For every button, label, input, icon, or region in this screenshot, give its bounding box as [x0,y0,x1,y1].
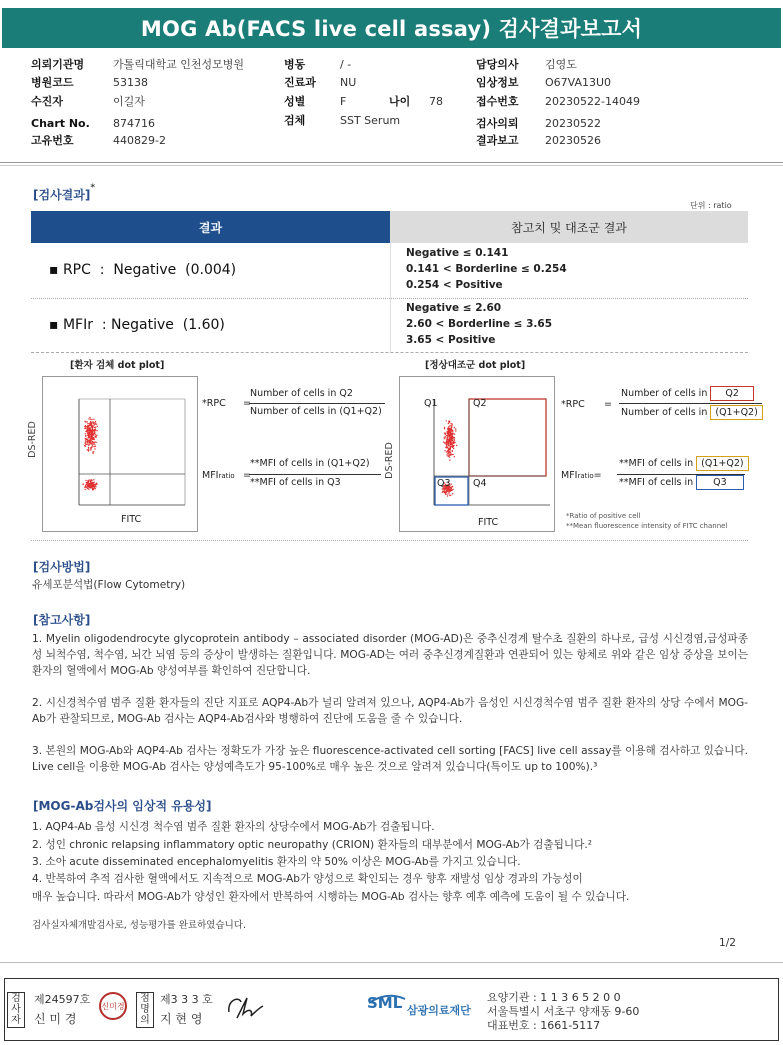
scatter-dot [93,489,94,490]
mfi-denominator: **MFI of cells in Q3 [619,477,744,488]
fraction-line [249,474,381,475]
patient-dot-plot-svg [43,377,197,531]
scatter-dot [90,480,91,481]
scatter-dot [448,423,449,424]
scatter-dot [448,456,449,457]
rpc-formula-label: *RPC [561,399,585,410]
scatter-dot [452,431,453,432]
rpc-formula-label: *RPC [202,398,226,409]
scatter-dot [92,425,93,426]
scatter-dot [450,431,451,432]
results-heading: [검사결과]* [33,183,96,202]
scatter-dot [448,433,449,434]
info-value: 이길자 [113,95,145,108]
scatter-dot [94,432,95,433]
report-title: MOG Ab(FACS live cell assay) 검사결과보고서 [2,8,781,48]
quadrant-q2-label: Q2 [473,398,487,409]
rpc-numerator: Number of cells in Q2 [621,388,754,399]
scatter-dot [93,451,94,452]
info-label: 접수번호 [476,95,519,108]
clinical-item: 매우 높습니다. 따라서 MOG-Ab가 양성인 환자에서 반복하여 시행하는 MOG-Ab 검사는 향후 예후 예측에 도움이 될 수 있습니다. [32,891,630,903]
scatter-dot [446,492,447,493]
scatter-dot [445,493,446,494]
info-value: 가톨릭대학교 인천성모병원 [113,58,245,71]
scatter-dot [90,442,91,443]
scatter-dot [90,423,91,424]
scatter-dot [92,430,93,431]
scatter-dot [455,428,456,429]
mfir-reference: Negative ≤ 2.60 2.60 < Borderline ≤ 3.65 3.65 < Positive [406,302,553,346]
scatter-dot [96,483,97,484]
row-divider [31,352,748,353]
row-divider [31,540,748,541]
patient-x-axis-label: FITC [121,514,142,525]
scatter-dot [453,448,454,449]
scatter-dot [84,428,85,429]
scatter-dot [96,424,97,425]
result-column-header: 결과 [31,211,390,243]
scatter-dot [85,480,86,481]
scatter-dot [445,434,446,435]
rpc-denominator: Number of cells in (Q1+Q2) [250,406,382,417]
scatter-dot [446,454,447,455]
scatter-dot [94,487,95,488]
info-value: 20230522 [545,117,601,130]
scatter-dot [93,434,94,435]
inspector-name: 신 미 경 [34,1012,77,1026]
scatter-dot [92,441,93,442]
info-value: O67VA13U0 [545,76,612,89]
scatter-dot [94,429,95,430]
scatter-dot [85,485,86,486]
info-label: 검체 [284,114,306,127]
quadrant-q4-label: Q4 [473,478,487,489]
scatter-dot [449,439,450,440]
scatter-dot [94,484,95,485]
scatter-dot [444,428,445,429]
physician-name: 지 현 영 [160,1012,203,1026]
info-value: / - [340,58,352,71]
scatter-dot [87,439,88,440]
physician-license: 제3 3 3 호 [160,993,213,1006]
scatter-dot [85,438,86,439]
reference-paragraph-1: 1. Myelin oligodendrocyte glycoprotein antibody – associated disorder (MOG-AD)은 중추신경계 탈수초 질환의 하나로, 급성 시신경염,급성파종성 뇌척수염, 척수염, 뇌간 뇌염 등의 증상이 발생하는 질환입니다. MOG-AD는 여러 중추신경계질환과 연관되어 있는 항체로 위와 같은 임상 증상을 보이는 환자의 혈액에서 MOG-Ab 양성여부를 확인하여 진단합니다. [32,633,748,677]
scatter-dot [452,436,453,437]
info-label: 수진자 [31,95,63,108]
scatter-dot [88,486,89,487]
scatter-dot [450,423,451,424]
info-label: 병동 [284,58,306,71]
control-x-axis-label: FITC [478,517,499,528]
institution-code: 요양기관 : 1 1 3 6 5 2 0 0 [487,991,621,1004]
scatter-dot [84,445,85,446]
footnote-mfi: **Mean fluorescence intensity of FITC channel [566,522,728,530]
scatter-dot [87,444,88,445]
scatter-dot [448,426,449,427]
scatter-dot [447,495,448,496]
scatter-dot [450,448,451,449]
scatter-dot [450,433,451,434]
scatter-dot [95,446,96,447]
scatter-dot [87,449,88,450]
scatter-dot [452,454,453,455]
scatter-dot [448,492,449,493]
info-label: Chart No. [31,117,90,130]
reference-paragraph-2: 2. 시신경척수염 범주 질환 환자들의 진단 지표로 AQP4-Ab가 널리 알려져 있으나, AQP4-Ab가 음성인 시신경척수염 범주 질환 환자의 상당 수에서 MOG-Ab가 관찰되므로, MOG-Ab 검사는 AQP4-Ab검사와 병행하여 진단에 도움을 줄 수 있습니다. [32,697,748,725]
info-value: 20230526 [545,134,601,147]
scatter-dot [94,441,95,442]
scatter-dot [88,436,89,437]
scatter-dot [456,445,457,446]
mfi-formula-label: MFIratio [202,470,235,481]
logo-text: SML [367,994,403,1012]
info-label: 진료과 [284,76,316,89]
scatter-dot [84,421,85,422]
scatter-dot [94,448,95,449]
info-value: 김영도 [545,58,577,71]
scatter-dot [88,442,89,443]
scatter-dot [94,486,95,487]
scatter-dot [95,422,96,423]
scatter-dot [448,448,449,449]
scatter-dot [92,444,93,445]
scatter-dot [443,441,444,442]
patient-dot-plot [42,376,198,532]
equals-sign: = [243,470,251,481]
scatter-dot [91,433,92,434]
divider [0,162,783,163]
clinical-heading: [MOG-Ab검사의 임상적 유용성] [33,799,212,813]
scatter-dot [89,429,90,430]
scatter-dot [448,428,449,429]
scatter-dot [451,428,452,429]
scatter-dot [87,440,88,441]
scatter-dot [85,440,86,441]
scatter-dot [85,436,86,437]
scatter-dot [87,486,88,487]
phone-number: 대표번호 : 1661-5117 [487,1019,601,1032]
scatter-dot [454,442,455,443]
scatter-dot [449,456,450,457]
scatter-dot [89,417,90,418]
info-value: 440829-2 [113,134,166,147]
clinical-item: 3. 소아 acute disseminated encephalomyelitis 환자의 약 50% 이상은 MOG-Ab를 가지고 있습니다. [32,856,521,868]
scatter-dot [450,490,451,491]
scatter-dot [88,418,89,419]
column-divider [390,243,391,353]
scatter-dot [93,482,94,483]
scatter-dot [93,422,94,423]
info-value: NU [340,76,357,89]
scatter-dot [96,435,97,436]
scatter-dot [444,490,445,491]
scatter-dot [449,460,450,461]
scatter-dot [91,419,92,420]
scatter-dot [448,489,449,490]
scatter-dot [447,435,448,436]
info-value: 78 [429,95,443,108]
divider [0,962,783,963]
scatter-dot [94,427,95,428]
scatter-dot [90,487,91,488]
scatter-dot [448,455,449,456]
scatter-dot [88,431,89,432]
scatter-dot [450,483,451,484]
scatter-dot [448,493,449,494]
scatter-dot [86,431,87,432]
fraction-line [249,403,385,404]
scatter-dot [451,437,452,438]
scatter-dot [88,481,89,482]
scatter-dot [93,442,94,443]
scatter-dot [92,439,93,440]
scatter-dot [446,493,447,494]
scatter-dot [93,446,94,447]
scatter-dot [452,493,453,494]
inspector-seal: 신미경 [99,992,127,1020]
info-label: 성별 [284,95,306,108]
company-name: 삼광의료재단 [407,1004,471,1017]
scatter-dot [91,438,92,439]
rpc-reference: Negative ≤ 0.141 0.141 < Borderline ≤ 0.254 0.254 < Positive [406,247,567,291]
reference-column-header: 참고치 및 대조군 결과 [390,211,748,243]
scatter-dot [448,452,449,453]
scatter-dot [90,419,91,420]
physician-tag: 점명의 [136,992,154,1028]
scatter-dot [90,421,91,422]
scatter-dot [452,486,453,487]
scatter-dot [91,486,92,487]
info-value: SST Serum [340,114,401,127]
scatter-dot [446,490,447,491]
inspector-tag: 검사자 [7,992,25,1028]
unit-label: 단위 : ratio [690,201,732,210]
scatter-dot [97,426,98,427]
scatter-dot [88,450,89,451]
scatter-dot [88,448,89,449]
info-label: 병원코드 [31,76,74,89]
scatter-dot [448,421,449,422]
mfi-numerator: **MFI of cells in (Q1+Q2) [619,458,749,469]
footnote-ratio: *Ratio of positive cell [566,512,641,520]
info-value: 874716 [113,117,155,130]
scatter-dot [450,446,451,447]
info-label: 담당의사 [476,58,519,71]
scatter-dot [90,437,91,438]
scatter-dot [92,445,93,446]
scatter-dot [96,430,97,431]
scatter-dot [444,427,445,428]
control-y-axis-label: DS-RED [383,442,395,479]
scatter-dot [90,449,91,450]
control-plot-label: [정상대조군 dot plot] [425,360,526,371]
rpc-denominator: Number of cells in (Q1+Q2) [621,407,763,418]
info-label: 검사의뢰 [476,117,519,130]
patient-plot-label: [환자 검체 dot plot] [70,360,165,371]
address: 서울특별시 서초구 양재동 9-60 [487,1005,640,1018]
page-number: 1/2 [719,937,737,949]
scatter-dot [450,452,451,453]
scatter-dot [85,443,86,444]
scatter-dot [85,489,86,490]
scatter-dot [91,436,92,437]
scatter-dot [85,425,86,426]
info-label: 결과보고 [476,134,519,147]
scatter-dot [451,427,452,428]
scatter-dot [453,443,454,444]
info-value: 53138 [113,76,148,89]
scatter-dot [95,427,96,428]
scatter-dot [87,421,88,422]
scatter-dot [93,479,94,480]
scatter-dot [452,424,453,425]
scatter-dot [444,442,445,443]
rpc-numerator: Number of cells in Q2 [250,388,353,399]
scatter-dot [88,489,89,490]
clinical-item: 1. AQP4-Ab 음성 시신경 척수염 범주 질환 환자의 상당수에서 MOG-Ab가 검출됩니다. [32,821,435,833]
scatter-dot [95,421,96,422]
scatter-dot [449,440,450,441]
scatter-dot [93,419,94,420]
inspector-license: 제24597호 [34,993,91,1006]
mfi-denominator: **MFI of cells in Q3 [250,477,341,488]
reference-paragraph-3: 3. 본원의 MOG-Ab와 AQP4-Ab 검사는 정확도가 가장 높은 fluorescence-activated cell sorting [FACS] live cell assay를 이용해 검사하고 있습니다. Live cell을 이용한 MOG-Ab 검사는 양성예측도가 95-100%로 매우 높은 것으로 알려져 있습니다(특이도 up to 100%).³ [32,745,748,773]
method-heading: [검사방법] [33,560,91,574]
scatter-dot [93,424,94,425]
scatter-dot [85,486,86,487]
scatter-dot [451,442,452,443]
mfi-formula-label: MFIratio= [561,470,602,481]
scatter-dot [451,425,452,426]
physician-signature [223,990,265,1026]
scatter-dot [88,484,89,485]
clinical-item: 4. 반복하여 추적 검사한 혈액에서도 지속적으로 MOG-Ab가 양성으로 확인되는 경우 향후 재발성 임상 경과의 가능성이 [32,873,583,885]
scatter-dot [92,482,93,483]
reference-heading: [참고사항] [33,613,91,627]
scatter-dot [452,433,453,434]
scatter-dot [96,442,97,443]
scatter-dot [94,444,95,445]
scatter-dot [82,484,83,485]
mfir-result: ▪ MFIr : Negative (1.60) [49,317,225,333]
scatter-dot [446,437,447,438]
scatter-dot [449,425,450,426]
scatter-dot [90,483,91,484]
divider [0,165,783,166]
scatter-dot [446,446,447,447]
scatter-dot [92,431,93,432]
info-row: 의뢰기관명 [31,58,85,71]
scatter-dot [92,483,93,484]
scatter-dot [452,450,453,451]
scatter-dot [446,431,447,432]
scatter-dot [447,442,448,443]
scatter-dot [454,427,455,428]
fraction-line [619,403,762,404]
scatter-dot [448,444,449,445]
scatter-dot [449,495,450,496]
scatter-dot [88,447,89,448]
info-label: 임상정보 [476,76,519,89]
scatter-dot [87,487,88,488]
scatter-dot [89,432,90,433]
scatter-dot [449,430,450,431]
clinical-item: 2. 성인 chronic relapsing inflammatory optic neuropathy (CRION) 환자들의 대부분에서 MOG-Ab가 검출됩니다.² [32,839,592,851]
scatter-dot [446,444,447,445]
scatter-dot [89,430,90,431]
scatter-dot [87,426,88,427]
method-text: 유세포분석법(Flow Cytometry) [32,579,186,591]
scatter-dot [92,453,93,454]
validation-note: 검사실자체개발검사로, 성능평가를 완료하였습니다. [32,920,246,931]
scatter-dot [91,440,92,441]
scatter-dot [87,430,88,431]
scatter-dot [452,444,453,445]
scatter-dot [95,434,96,435]
info-label: 고유번호 [31,134,74,147]
scatter-dot [454,440,455,441]
scatter-dot [449,434,450,435]
info-value: 20230522-14049 [545,95,640,108]
scatter-dot [453,441,454,442]
scatter-dot [88,445,89,446]
scatter-dot [448,445,449,446]
scatter-dot [454,433,455,434]
equals-sign: = [604,399,612,410]
scatter-dot [446,420,447,421]
rpc-result: ▪ RPC : Negative (0.004) [49,262,237,278]
scatter-dot [454,437,455,438]
info-value: F [340,95,347,108]
scatter-dot [446,435,447,436]
scatter-dot [447,453,448,454]
scatter-dot [85,444,86,445]
scatter-dot [445,436,446,437]
scatter-dot [452,447,453,448]
scatter-dot [85,433,86,434]
quadrant-q1-label: Q1 [424,398,438,409]
scatter-dot [451,438,452,439]
scatter-dot [454,456,455,457]
scatter-dot [95,437,96,438]
scatter-dot [87,423,88,424]
patient-y-axis-label: DS-RED [26,421,38,458]
scatter-dot [89,440,90,441]
info-label: 나이 [389,95,411,108]
scatter-dot [455,430,456,431]
scatter-dot [448,443,449,444]
scatter-dot [450,454,451,455]
quadrant-q3-label: Q3 [437,478,451,489]
scatter-dot [444,450,445,451]
equals-sign: = [243,398,251,409]
mfi-numerator: **MFI of cells in (Q1+Q2) [250,458,370,469]
